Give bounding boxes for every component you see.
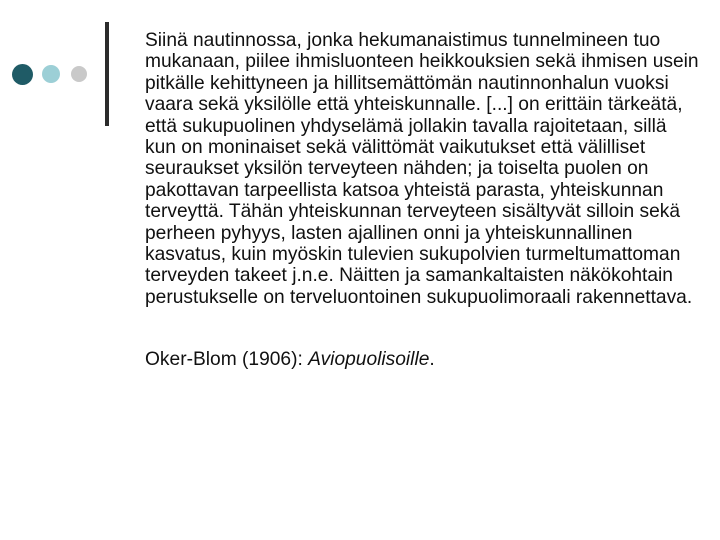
decorative-dots <box>12 63 87 85</box>
citation-author: Oker-Blom (1906): <box>145 349 309 371</box>
citation <box>145 349 700 370</box>
dot-icon-light <box>42 65 60 83</box>
vertical-divider <box>105 22 109 126</box>
slide-content <box>145 30 700 371</box>
dot-icon-grey <box>71 66 87 82</box>
dot-icon-dark <box>12 64 33 85</box>
quote-paragraph: Siinä nautinnossa, jonka hekumanaistimus tunnelmineen tuo mukanaan, piilee ihmisluonteen heikkouksien sekä ihmisen usein pitkälle kehittyneen ja hillitsemättömän nautinnonhalun vuoksi vaara sekä yksilölle että yhteiskunnalle. [...] on erittäin tärkeätä, että sukupuolinen yhdyselämä jollakin tavalla rajoitetaan, sillä kun on moninaiset sekä välittömät vaikutukset että välilliset seuraukset yksilön terveyteen nähden; ja toiselta puolen on pakottavan tarpeellista katsoa yhteistä parasta, yhteiskunnan terveyttä. Tähän yhteiskunnan terveyteen sisältyvät silloin sekä perheen pyhyys, lasten ajallinen onni ja yhteiskunnallinen kasvatus, kuin myöskin tulevien sukupolvien turmeltumattoman terveyden takeet j.n.e. Näitten ja samankaltaisten näkökohtain perustukselle on terveluontoinen sukupuolimoraali rakennettava. <box>145 30 699 308</box>
citation-title: Aviopuolisoille <box>308 349 430 371</box>
citation-suffix: . <box>429 349 435 371</box>
